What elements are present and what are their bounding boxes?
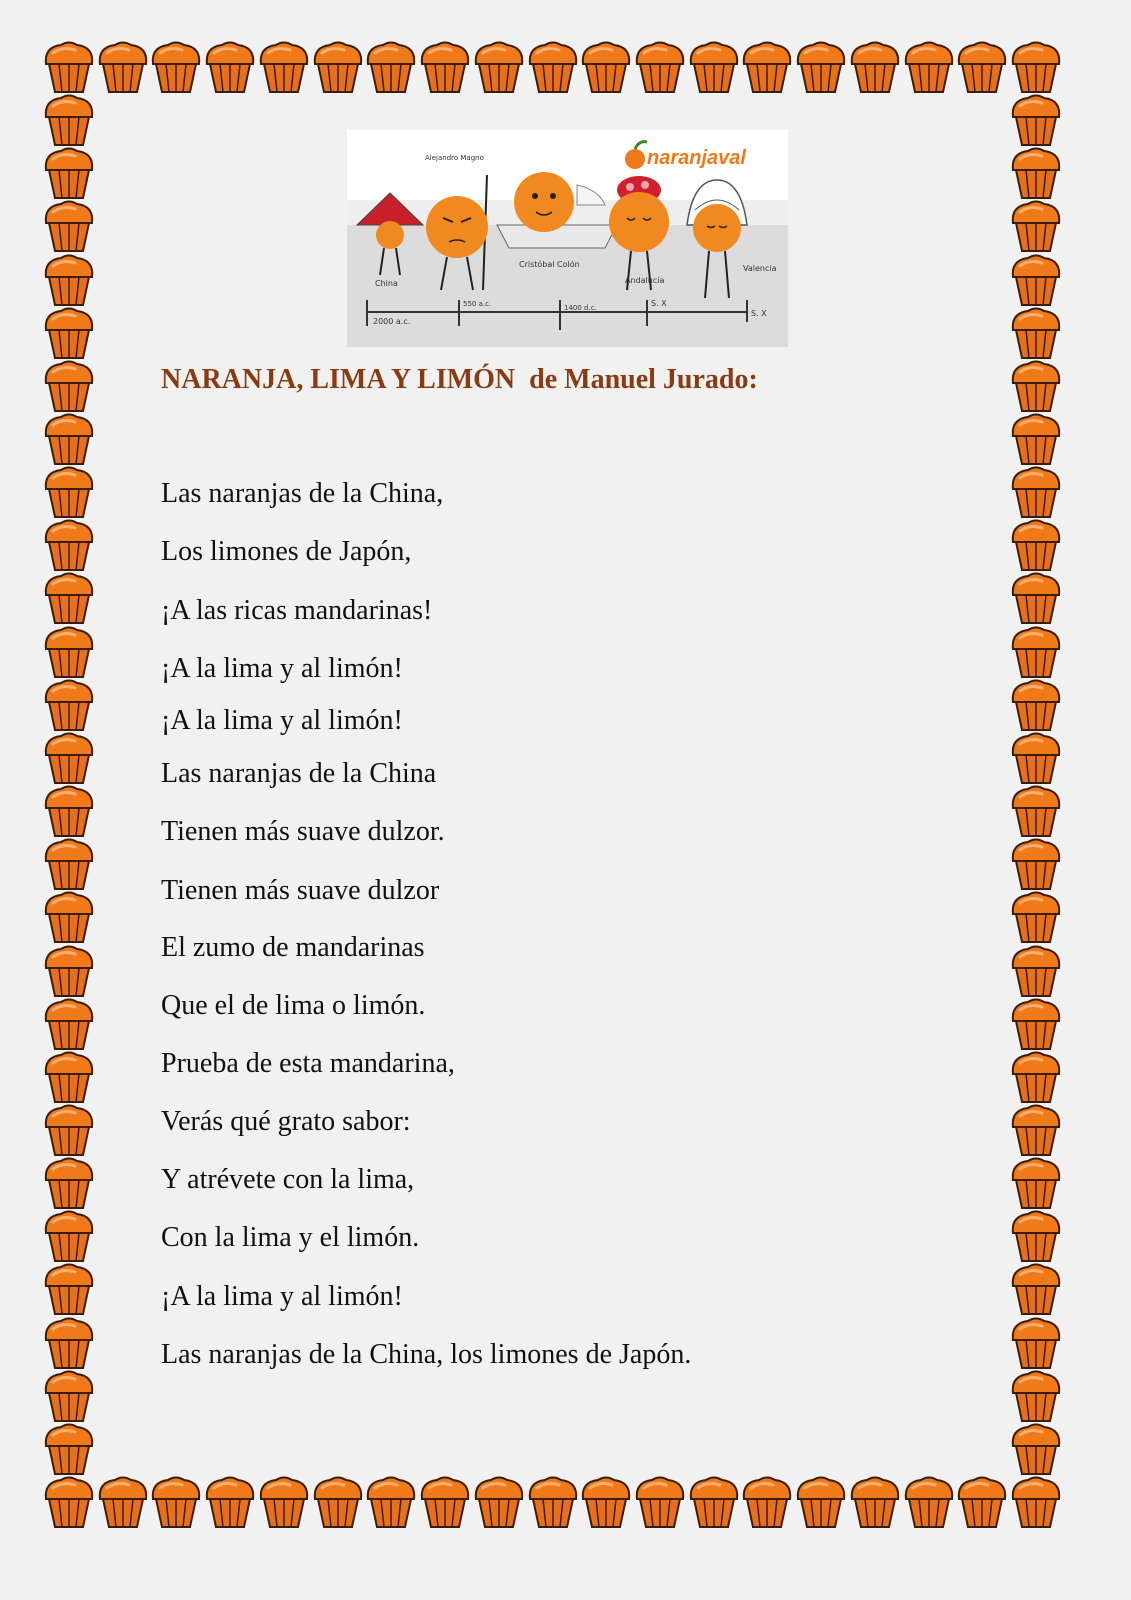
muffin-icon (476, 1478, 522, 1528)
poem-line: Que el de lima o limón. (161, 990, 426, 1021)
muffin-icon (852, 1478, 898, 1528)
muffin-icon (1013, 1265, 1059, 1315)
muffin-icon (1013, 840, 1059, 890)
muffin-icon (1013, 947, 1059, 997)
muffin-icon (368, 1478, 414, 1528)
muffin-icon (46, 628, 92, 678)
muffin-icon (46, 787, 92, 837)
muffin-icon (46, 415, 92, 465)
svg-text:2000 a.c.: 2000 a.c. (373, 317, 411, 326)
svg-text:naranjaval: naranjaval (647, 147, 746, 169)
muffin-icon (798, 1478, 844, 1528)
muffin-icon (530, 1478, 576, 1528)
muffin-icon (1013, 1212, 1059, 1262)
svg-text:China: China (375, 279, 398, 288)
muffin-icon (1013, 1106, 1059, 1156)
muffin-icon (46, 1053, 92, 1103)
svg-text:550 a.c.: 550 a.c. (463, 300, 492, 308)
poem-line: Las naranjas de la China, (161, 478, 444, 509)
muffin-icon (46, 43, 92, 93)
poem-line: Con la lima y el limón. (161, 1222, 420, 1253)
muffin-icon (46, 840, 92, 890)
muffin-icon (46, 256, 92, 306)
muffin-icon (46, 149, 92, 199)
poem-line: ¡A la lima y al limón! (161, 705, 403, 736)
muffin-icon (46, 521, 92, 571)
naranjaval-illustration (347, 130, 788, 347)
svg-text:1400 d.c.: 1400 d.c. (564, 304, 597, 312)
poem-line: Verás qué grato sabor: (161, 1106, 411, 1137)
muffin-icon (46, 681, 92, 731)
muffin-icon (798, 43, 844, 93)
muffin-icon (637, 43, 683, 93)
muffin-icon (46, 1372, 92, 1422)
poem-title: NARANJA, LIMA Y LIMÓN de Manuel Jurado: (161, 364, 758, 395)
poem-line: ¡A la lima y al limón! (161, 653, 403, 684)
muffin-icon (1013, 468, 1059, 518)
muffin-icon (1013, 893, 1059, 943)
muffin-icon (46, 734, 92, 784)
muffin-icon (46, 1159, 92, 1209)
muffin-icon (46, 1212, 92, 1262)
muffin-icon (46, 1106, 92, 1156)
muffin-icon (906, 1478, 952, 1528)
muffin-icon (46, 468, 92, 518)
muffin-icon (153, 1478, 199, 1528)
muffin-icon (583, 1478, 629, 1528)
muffin-icon (583, 43, 629, 93)
muffin-icon (46, 1478, 92, 1528)
poem-line: Prueba de esta mandarina, (161, 1048, 455, 1079)
poem-line: Las naranjas de la China, los limones de Japón. (161, 1339, 692, 1370)
muffin-icon (906, 43, 952, 93)
muffin-icon (476, 43, 522, 93)
muffin-icon (1013, 149, 1059, 199)
muffin-icon (1013, 628, 1059, 678)
svg-text:S. X: S. X (651, 299, 667, 308)
muffin-icon (46, 893, 92, 943)
muffin-icon (744, 1478, 790, 1528)
muffin-icon (959, 43, 1005, 93)
muffin-icon (1013, 521, 1059, 571)
muffin-icon (744, 43, 790, 93)
muffin-icon (637, 1478, 683, 1528)
muffin-icon (46, 1319, 92, 1369)
muffin-icon (207, 43, 253, 93)
muffin-icon (315, 43, 361, 93)
poem-line: Las naranjas de la China (161, 758, 437, 789)
poem-line: Los limones de Japón, (161, 536, 412, 567)
muffin-icon (1013, 1159, 1059, 1209)
svg-text:Andalucía: Andalucía (625, 276, 665, 285)
poem-line: Y atrévete con la lima, (161, 1164, 415, 1195)
muffin-icon (1013, 1053, 1059, 1103)
svg-text:Valencia: Valencia (743, 264, 777, 273)
muffin-icon (1013, 681, 1059, 731)
muffin-icon (959, 1478, 1005, 1528)
muffin-icon (207, 1478, 253, 1528)
muffin-icon (1013, 574, 1059, 624)
muffin-icon (46, 1000, 92, 1050)
muffin-icon (46, 1265, 92, 1315)
muffin-icon (852, 43, 898, 93)
muffin-icon (691, 1478, 737, 1528)
muffin-icon (1013, 309, 1059, 359)
muffin-icon (1013, 1425, 1059, 1475)
muffin-icon (46, 362, 92, 412)
muffin-icon (1013, 1319, 1059, 1369)
muffin-icon (368, 43, 414, 93)
muffin-icon (1013, 362, 1059, 412)
poem-line: ¡A las ricas mandarinas! (161, 595, 433, 626)
svg-text:Cristóbal Colón: Cristóbal Colón (519, 260, 580, 269)
muffin-icon (1013, 415, 1059, 465)
poem-line: ¡A la lima y al limón! (161, 1281, 403, 1312)
muffin-icon (46, 574, 92, 624)
svg-text:S. X: S. X (751, 309, 767, 318)
muffin-icon (1013, 734, 1059, 784)
muffin-icon (1013, 1000, 1059, 1050)
muffin-icon (100, 43, 146, 93)
muffin-icon (691, 43, 737, 93)
muffin-icon (1013, 43, 1059, 93)
poem-line: Tienen más suave dulzor. (161, 816, 445, 847)
muffin-icon (1013, 96, 1059, 146)
muffin-icon (46, 202, 92, 252)
muffin-icon (315, 1478, 361, 1528)
poem-line: El zumo de mandarinas (161, 932, 425, 963)
muffin-icon (46, 96, 92, 146)
muffin-icon (1013, 202, 1059, 252)
poem-line: Tienen más suave dulzor (161, 875, 440, 906)
muffin-icon (46, 1425, 92, 1475)
muffin-icon (1013, 787, 1059, 837)
muffin-icon (530, 43, 576, 93)
muffin-icon (1013, 1372, 1059, 1422)
muffin-icon (1013, 256, 1059, 306)
muffin-icon (46, 947, 92, 997)
muffin-icon (422, 1478, 468, 1528)
muffin-icon (1013, 1478, 1059, 1528)
muffin-icon (153, 43, 199, 93)
muffin-icon (100, 1478, 146, 1528)
muffin-icon (261, 1478, 307, 1528)
muffin-icon (46, 309, 92, 359)
svg-text:Alejandro Magno: Alejandro Magno (425, 154, 484, 162)
muffin-icon (261, 43, 307, 93)
muffin-icon (422, 43, 468, 93)
